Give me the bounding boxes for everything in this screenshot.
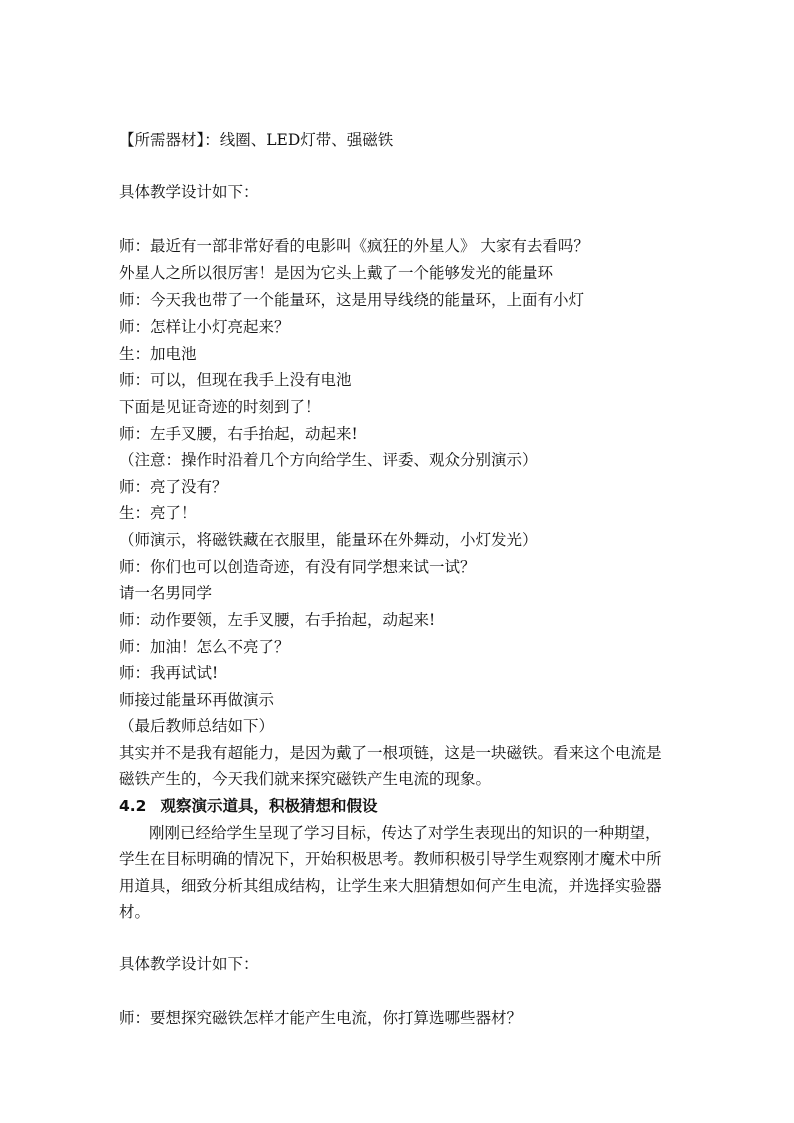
- dialogue-line: 其实并不是我有超能力，是因为戴了一根项链，这是一块磁铁。看来这个电流是: [119, 744, 662, 762]
- paragraph-line: 刚刚已经给学生呈现了学习目标，传达了对学生表现出的知识的一种期望，: [149, 824, 661, 842]
- dialogue-line: 师：今天我也带了一个能量环，这是用导线绕的能量环，上面有小灯: [119, 291, 585, 309]
- paragraph-line: 用道具，细致分析其组成结构，让学生来大胆猜想如何产生电流，并选择实验器: [119, 877, 662, 895]
- section-number: 4.2: [119, 797, 147, 815]
- dialogue-line: 师：加油！怎么不亮了？: [119, 638, 290, 656]
- paragraph-line: 材。: [119, 903, 151, 921]
- dialogue-line: 师接过能量环再做演示: [119, 691, 275, 709]
- dialogue-line: 生：亮了！: [119, 504, 197, 522]
- dialogue-line: 磁铁产生的，今天我们就来探究磁铁产生电流的现象。: [119, 770, 492, 788]
- materials-line: 【所需器材】：线圈、LED灯带、强磁铁: [119, 131, 394, 149]
- final-question: 师：要想探究磁铁怎样才能产生电流，你打算选哪些器材？: [119, 1009, 523, 1027]
- section-heading: [119, 796, 377, 816]
- design-intro: 具体教学设计如下：: [119, 183, 259, 201]
- dialogue-line: 师：你们也可以创造奇迹，有没有同学想来试一试？: [119, 558, 476, 576]
- dialogue-line: 请一名男同学: [119, 584, 213, 602]
- dialogue-line: 师：我再试试!: [119, 664, 219, 682]
- section-title: 观察演示道具，积极猜想和假设: [160, 796, 378, 815]
- dialogue-line: 外星人之所以很厉害！是因为它头上戴了一个能够发光的能量环: [119, 264, 554, 282]
- dialogue-line: 师：左手叉腰，右手抬起，动起来!: [119, 425, 358, 443]
- dialogue-line: 师：可以，但现在我手上没有电池: [119, 371, 352, 389]
- dialogue-line: 下面是见证奇迹的时刻到了！: [119, 398, 321, 416]
- design-intro: 具体教学设计如下：: [119, 955, 259, 973]
- dialogue-line: （注意：操作时沿着几个方向给学生、评委、观众分别演示）: [119, 451, 538, 469]
- dialogue-line: 师：亮了没有？: [119, 478, 228, 496]
- dialogue-line: 师：动作要领，左手叉腰，右手抬起，动起来!: [119, 611, 436, 629]
- dialogue-line: 生：加电池: [119, 345, 197, 363]
- dialogue-line: （师演示，将磁铁藏在衣服里，能量环在外舞动，小灯发光）: [119, 531, 538, 549]
- paragraph-line: 学生在目标明确的情况下，开始积极思考。教师积极引导学生观察刚才魔术中所: [119, 850, 662, 868]
- dialogue-line: 师：怎样让小灯亮起来？: [119, 318, 290, 336]
- dialogue-line: （最后教师总结如下）: [119, 717, 275, 735]
- dialogue-line: 师：最近有一部非常好看的电影叫《疯狂的外星人》 大家有去看吗？: [119, 237, 589, 255]
